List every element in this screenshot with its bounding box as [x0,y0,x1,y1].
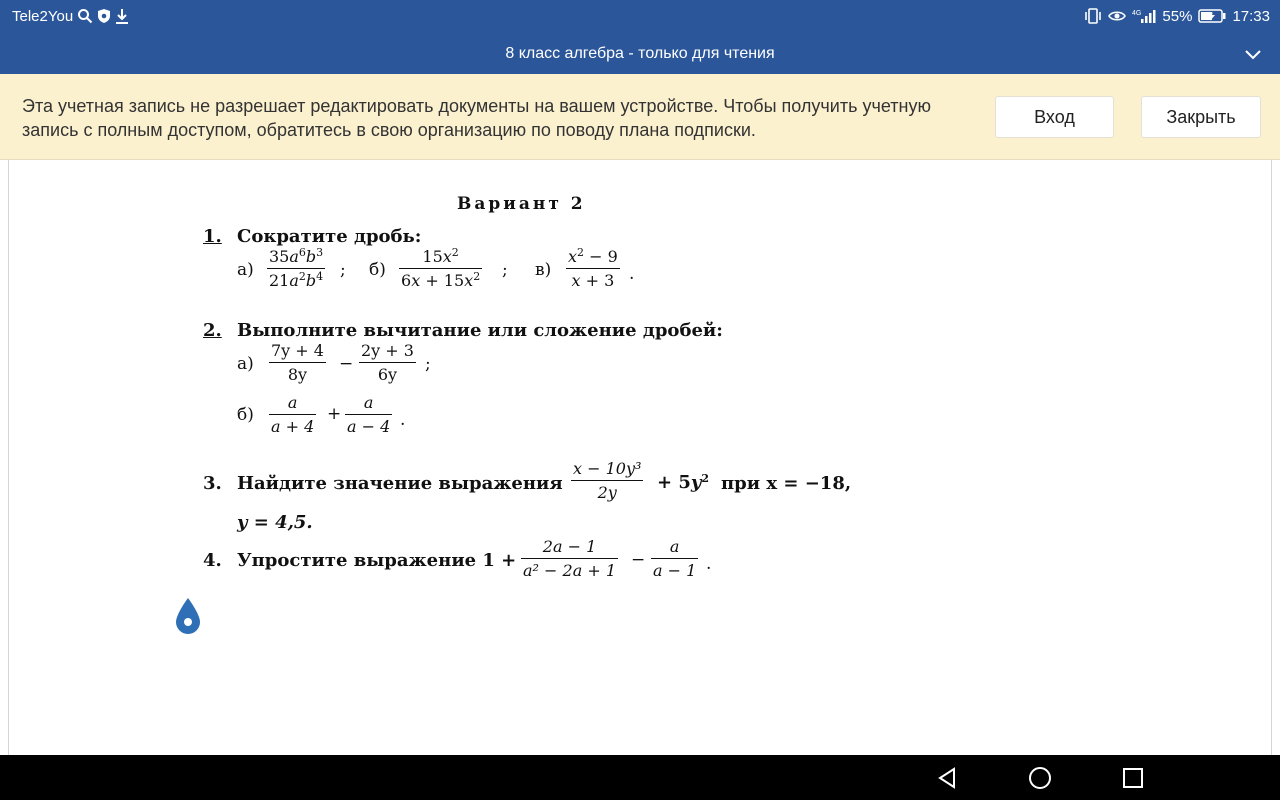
svg-text:4G: 4G [1132,10,1142,17]
task-1-text: Сократите дробь: [237,226,422,247]
eye-icon [1108,7,1126,25]
task-1a-denominator: $21a^2b^4$ [269,270,324,290]
task-4-text: Упростите выражение 1 + [237,550,517,571]
task-3-condition: при x = −18, [721,473,852,494]
login-button[interactable]: Вход [995,96,1114,138]
task-2a-f1-numerator: 7y + 4 [271,341,324,360]
task-1b-fraction [399,248,482,290]
task-4-f2-numerator: a [669,537,680,556]
task-2a-fraction-2 [359,342,416,384]
task-1c-fraction [566,248,620,290]
task-1a-fraction [267,248,325,290]
task-3-text: Найдите значение выражения [237,473,563,494]
document-page [8,160,1272,755]
clock: 17:33 [1232,7,1270,25]
search-icon [77,7,93,25]
task-1b-numerator: $15x^2$ [422,246,459,266]
task-3-plus-term: + $5y^2$ [657,472,709,493]
task-1c-denominator: x + 3 [571,271,615,290]
battery-percent: 55% [1162,7,1193,25]
separator: . [629,264,635,284]
task-2b-f2-denominator: a − 4 [347,417,391,436]
document-viewport[interactable] [0,160,1280,755]
task-3-numerator: x − 10y³ [573,459,642,478]
task-2a-fraction-1 [269,342,326,384]
task-2b-label: б) [237,405,254,425]
task-1b-label: б) [369,260,386,280]
task-2b-fraction-1 [269,394,316,436]
home-icon[interactable] [1025,763,1055,793]
separator: ; [502,260,508,280]
task-2a-label: а) [237,354,254,374]
notice-message: Эта учетная запись не разрешает редактировать документы на вашем устройстве. Чтобы получить учетную запись с полным доступом, обратитесь в свою организацию по поводу плана подписки. [22,96,931,140]
task-1a-numerator: $35a^6b^3$ [269,246,324,266]
separator: ; [340,260,346,280]
task-2b-fraction-2 [345,394,392,436]
selection-handle-icon[interactable] [174,596,202,636]
title-bar [0,34,1280,74]
task-2b-f1-numerator: a [287,393,298,412]
separator: . [400,410,406,430]
read-only-notice-banner [0,74,1280,160]
back-icon[interactable] [932,763,962,793]
task-2b-f2-numerator: a [363,393,374,412]
task-3-denominator: 2y [597,483,617,502]
separator: . [706,554,712,574]
task-3-number: 3. [203,473,222,494]
minus-sign: − [339,354,354,374]
task-2b-f1-denominator: a + 4 [271,417,315,436]
vibrate-icon [1084,7,1102,25]
task-2-text: Выполните вычитание или сложение дробей: [237,320,723,341]
plus-sign: + [327,404,342,424]
navigation-bar [0,755,1280,800]
task-3-fraction [571,460,643,502]
task-4-f1-denominator: a² − 2a + 1 [523,561,617,580]
task-2a-f2-numerator: 2y + 3 [361,341,414,360]
task-4-f2-denominator: a − 1 [653,561,697,580]
document-title: 8 класс алгебра - только для чтения [505,45,775,62]
task-1c-numerator: $x^2 - 9$ [568,246,618,266]
signal-icon [1132,7,1156,25]
task-2-number: 2. [203,320,222,341]
task-2a-f2-denominator: 6y [377,365,398,384]
task-4-fraction-1 [521,538,618,580]
battery-icon [1198,7,1226,25]
download-icon [115,7,129,25]
separator: ; [425,354,431,374]
task-4-f1-numerator: 2a − 1 [542,537,597,556]
shield-icon [97,7,111,25]
chevron-down-icon[interactable] [1242,44,1264,66]
task-2a-f1-denominator: 8y [287,365,308,384]
task-4-number: 4. [203,550,222,571]
variant-heading: Вариант 2 [457,194,586,214]
carrier-name: Tele2You [12,7,74,25]
task-1-number: 1. [203,226,222,247]
task-3-condition-y: y = 4,5. [237,512,313,533]
minus-sign: − [631,550,646,570]
recents-icon[interactable] [1118,763,1148,793]
status-bar [0,0,1280,34]
close-button[interactable]: Закрыть [1141,96,1261,138]
task-1b-denominator: $6x + 15x^2$ [401,270,481,290]
task-1a-label: а) [237,260,254,280]
task-1c-label: в) [535,260,552,280]
task-4-fraction-2 [651,538,698,580]
